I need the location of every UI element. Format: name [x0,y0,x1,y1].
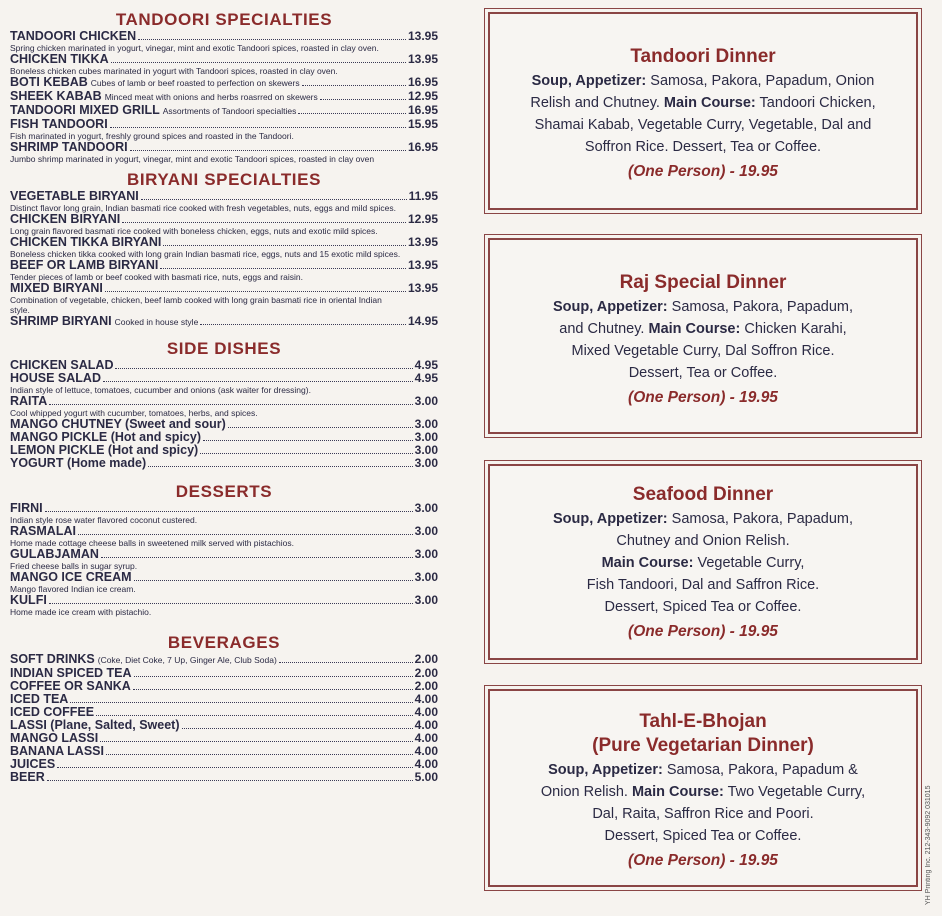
menu-item-price: 13.95 [407,258,438,272]
printer-credit: YH Printing Inc. 212-343-9092 031015 [925,785,932,905]
menu-item-price: 3.00 [414,593,438,607]
dinner-description-line [490,340,916,362]
menu-item-price: 14.95 [407,314,438,328]
menu-item-price: 11.95 [408,189,438,203]
dot-leader [200,324,406,325]
dinner-course-label: Soup, Appetizer: [552,299,668,315]
menu-item-price: 16.95 [407,75,438,89]
menu-item [10,76,438,90]
menu-item-description: Indian style rose water flavored coconut custered. [10,515,198,525]
menu-item-description: Indian style of lettuce, tomatoes, cucumber and onions (ask waiter for dressing). [10,385,311,395]
menu-item-description: Jumbo shrimp marinated in yogurt, vinegar, mint and exotic Tandoori spices, roasted in clay oven [10,154,375,164]
menu-item-line [10,213,438,226]
menu-item-line [10,53,438,66]
menu-item-line [10,190,438,203]
dot-leader [106,754,413,755]
menu-item-price: 4.00 [414,705,438,719]
menu-item-price: 4.95 [414,371,438,385]
menu-item [10,118,438,141]
menu-item-inline-desc: Cooked in house style [114,317,199,327]
menu-item-price: 16.95 [407,140,438,154]
menu-item-line [10,653,438,667]
section-side-dishes [10,339,438,470]
menu-item-price: 4.00 [414,757,438,771]
section-beverages [10,633,438,784]
menu-item-price: 2.00 [414,652,438,666]
menu-item [10,395,438,418]
dot-leader [70,702,412,703]
menu-item-name: SHRIMP TANDOORI [10,140,128,154]
menu-item-name: VEGETABLE BIRYANI [10,189,139,203]
menu-item [10,259,438,282]
menu-item-name: SHEEK KABAB [10,89,102,103]
menu-item [10,680,438,693]
menu-item-price: 3.00 [414,443,438,457]
dinner-course-label: Soup, Appetizer: [531,73,647,89]
dot-leader [134,676,413,677]
menu-item-name: SHRIMP BIRYANI [10,314,112,328]
dinner-description-line [490,318,916,340]
section-title: BIRYANI SPECIALTIES [126,170,322,189]
dinner-description-line [490,530,916,552]
menu-item-name: MANGO CHUTNEY (Sweet and sour) [10,417,226,431]
dinner-text: Dal, Raita, Saffron Rice and Poori. [592,806,814,822]
dinner-description-line [490,362,916,384]
menu-item-line [10,457,438,470]
dinner-course-label: Soup, Appetizer: [552,511,668,527]
menu-item-inline-desc: Cubes of lamb or beef roasted to perfection on skewers [90,78,300,88]
menu-item-name: BOTI KEBAB [10,75,88,89]
menu-item-line [10,90,438,104]
menu-item-name: MANGO LASSI [10,731,99,745]
dinner-text: Chicken Karahi, [740,321,847,337]
section-title: SIDE DISHES [166,339,282,358]
menu-item-price: 16.95 [407,103,438,117]
menu-item-price: 13.95 [407,52,438,66]
section-desserts [10,482,438,617]
menu-item [10,282,438,315]
menu-item [10,30,438,53]
dot-leader [141,199,407,200]
menu-item-line [10,395,438,408]
dinner-course-label: Main Course: [601,555,694,571]
dot-leader [302,85,406,86]
dot-leader [49,404,412,405]
menu-item-name: ICED TEA [10,692,69,706]
menu-item-price: 15.95 [407,117,438,131]
menu-item-description: Tender pieces of lamb or beef cooked with basmati rice, nuts, eggs and raisin. [10,272,303,282]
menu-item-name: SOFT DRINKS [10,652,95,666]
menu-item [10,653,438,667]
menu-item-price: 3.00 [414,570,438,584]
menu-item-name: JUICES [10,757,56,771]
menu-item-description: Boneless chicken cubes marinated in yogurt with Tandoori spices, roasted in clay oven. [10,66,338,76]
menu-item [10,315,438,329]
dinner-description-line [490,70,916,92]
menu-item-inline-desc: Minced meat with onions and herbs roasrred on skewers [104,92,318,102]
dinner-description-line [490,759,916,781]
menu-item-price: 12.95 [407,212,438,226]
dinner-box-raj-special [488,238,918,434]
menu-item-name: KULFI [10,593,47,607]
menu-item-line [10,282,438,295]
dinner-text: Dessert, Tea or Coffee. [628,365,778,381]
dot-leader [228,427,413,428]
menu-item [10,525,438,548]
section-title: TANDOORI SPECIALTIES [115,10,333,29]
menu-item-description: Distinct flavor long grain, Indian basmati rice cooked with fresh vegetables, nuts, eggs and mild spices. [10,203,397,213]
dinner-price: (One Person) - 19.95 [628,852,778,869]
menu-item [10,141,438,164]
menu-item-name: BEER [10,770,45,784]
menu-item-description: Mango flavored Indian ice cream. [10,584,136,594]
menu-item-name: INDIAN SPICED TEA [10,666,132,680]
menu-item-line [10,30,438,43]
menu-item-price: 2.00 [414,666,438,680]
menu-item-inline-desc: (Coke, Diet Coke, 7 Up, Ginger Ale, Club Soda) [97,655,277,665]
menu-item [10,236,438,259]
menu-item-price: 13.95 [407,281,438,295]
dot-leader [163,245,406,246]
dinner-description-line [490,552,916,574]
dinner-description-line [490,825,916,847]
section-title: BEVERAGES [167,633,281,652]
menu-item-price: 13.95 [407,235,438,249]
dot-leader [148,466,413,467]
menu-item-line [10,315,438,329]
dinner-text: Mixed Vegetable Curry, Dal Soffron Rice. [571,343,835,359]
menu-item [10,594,438,617]
dot-leader [122,222,406,223]
menu-item-price: 4.00 [414,744,438,758]
menu-item [10,457,438,470]
dinner-course-label: Main Course: [648,321,741,337]
dinner-course-label: Main Course: [631,784,724,800]
menu-item-name: BANANA LASSI [10,744,104,758]
menu-item-price: 12.95 [407,89,438,103]
menu-item-price: 3.00 [414,394,438,408]
dinner-text: Shamai Kabab, Vegetable Curry, Vegetable, Dal and [534,117,872,133]
dot-leader [110,127,406,128]
menu-item-line [10,571,438,584]
dinner-text: Two Vegetable Curry, [723,784,866,800]
menu-item-name: LEMON PICKLE (Hot and spicy) [10,443,199,457]
menu-item [10,548,438,571]
dinner-text: Onion Relish. [540,784,632,800]
dot-leader [47,780,413,781]
dinner-title: Seafood Dinner [632,484,774,505]
menu-item-name: CHICKEN TIKKA [10,52,109,66]
menu-item-description: Long grain flavored basmati rice cooked with boneless chicken, eggs, nuts and exotic mild spices. [10,226,378,236]
dot-leader [160,268,406,269]
dot-leader [130,150,406,151]
dinner-description-line [490,296,916,318]
menu-item-description: Fried cheese balls in sugar syrup. [10,561,138,571]
dinner-text: Relish and Chutney. [530,95,664,111]
menu-item-line [10,372,438,385]
dinner-text: Samosa, Pakora, Papadum, [667,511,854,527]
dot-leader [78,534,413,535]
menu-item-line [10,236,438,249]
menu-item [10,758,438,771]
menu-item-description: Boneless chicken tikka cooked with long grain Indian basmati rice, eggs, nuts and 15 exotic mild spices. [10,249,401,259]
menu-item-line [10,594,438,607]
menu-item [10,190,438,213]
menu-item-name: GULABJAMAN [10,547,99,561]
dinner-description-line [490,136,916,158]
menu-item-description: Spring chicken marinated in yogurt, vinegar, mint and exotic Tandoori spices, roasted in clay oven. [10,43,379,53]
menu-item-line [10,680,438,693]
menu-item [10,104,438,118]
dinner-text: Samosa, Pakora, Papadum, [667,299,854,315]
menu-item-line [10,745,438,758]
menu-item-price: 3.00 [414,501,438,515]
menu-item-line [10,758,438,771]
menu-item-line [10,771,438,784]
dinner-text: and Chutney. [559,321,649,337]
dot-leader [138,39,406,40]
menu-item-name: RAITA [10,394,48,408]
dinner-description-line [490,508,916,530]
menu-item-name: LASSI (Plane, Salted, Sweet) [10,718,180,732]
menu-item-line [10,525,438,538]
menu-item [10,53,438,76]
menu-item-name: FISH TANDOORI [10,117,108,131]
dinner-text: Tandoori Chicken, [755,95,876,111]
menu-item-price: 3.00 [414,417,438,431]
dot-leader [134,580,413,581]
dinner-description-line [490,574,916,596]
dinner-description-line [490,781,916,803]
dot-leader [103,381,413,382]
menu-item-name: TANDOORI MIXED GRILL [10,103,160,117]
dinner-text: Vegetable Curry, [693,555,805,571]
menu-left-column [10,10,438,784]
dinner-price: (One Person) - 19.95 [628,389,778,406]
menu-item-name: TANDOORI CHICKEN [10,29,137,43]
menu-item-price: 13.95 [407,29,438,43]
menu-item-name: HOUSE SALAD [10,371,101,385]
dot-leader [105,291,406,292]
dinner-text: Dessert, Spiced Tea or Coffee. [604,828,802,844]
menu-item [10,771,438,784]
dot-leader [115,368,412,369]
menu-item [10,502,438,525]
menu-item-description: Cool whipped yogurt with cucumber, tomatoes, herbs, and spices. [10,408,258,418]
dinner-text: Soffron Rice. Dessert, Tea or Coffee. [584,139,822,155]
menu-item-name: YOGURT (Home made) [10,456,147,470]
section-title: DESSERTS [175,482,273,501]
menu-item [10,745,438,758]
dinner-description-line [490,92,916,114]
menu-item-price: 3.00 [414,456,438,470]
menu-item-name: CHICKEN SALAD [10,358,114,372]
menu-item-description: Home made ice cream with pistachio. [10,607,152,617]
dinner-price: (One Person) - 19.95 [628,623,778,640]
section-tandoori-specialties [10,10,438,164]
dot-leader [101,557,413,558]
dinner-text: Chutney and Onion Relish. [616,533,790,549]
dot-leader [320,99,406,100]
menu-item-price: 3.00 [414,524,438,538]
menu-item-name: COFFEE OR SANKA [10,679,131,693]
dinner-title: Tandoori Dinner [630,46,776,67]
dot-leader [111,62,406,63]
menu-item [10,90,438,104]
dinner-description-line [490,803,916,825]
menu-item-price: 3.00 [414,430,438,444]
dinner-title: Tahl-E-Bhojan [639,711,767,732]
dot-leader [96,715,413,716]
menu-item [10,213,438,236]
menu-item-line [10,259,438,272]
dinner-text: Samosa, Pakora, Papadum, Onion [646,73,875,89]
menu-item-price: 4.00 [414,731,438,745]
menu-item-name: ICED COFFEE [10,705,95,719]
menu-item [10,571,438,594]
dinner-course-label: Main Course: [663,95,756,111]
menu-item-line [10,104,438,118]
menu-item-name: MIXED BIRYANI [10,281,103,295]
dot-leader [100,741,412,742]
menu-item-price: 4.95 [414,358,438,372]
menu-item [10,372,438,395]
menu-item-description: Home made cottage cheese balls in sweetened milk served with pistachios. [10,538,294,548]
dot-leader [279,662,413,663]
dinner-description-line [490,114,916,136]
menu-item-name: BEEF OR LAMB BIRYANI [10,258,159,272]
dot-leader [45,511,413,512]
menu-item-line [10,548,438,561]
menu-item-price: 3.00 [414,547,438,561]
dinner-box-vegetarian [488,689,918,887]
dinner-subtitle: (Pure Vegetarian Dinner) [592,735,814,756]
menu-item-name: MANGO ICE CREAM [10,570,132,584]
dot-leader [200,453,412,454]
menu-item-description: Fish marinated in yogurt, freshly ground spices and roasted in the Tandoori. [10,131,294,141]
menu-item-line [10,76,438,90]
menu-item-line [10,118,438,131]
dot-leader [133,689,413,690]
section-biryani-specialties [10,170,438,329]
dinner-box-tandoori [488,12,918,210]
menu-item-price: 5.00 [414,770,438,784]
dinner-title: Raj Special Dinner [619,272,787,293]
menu-item-price: 4.00 [414,692,438,706]
menu-item-name: CHICKEN TIKKA BIRYANI [10,235,162,249]
dinner-text: Fish Tandoori, Dal and Saffron Rice. [586,577,820,593]
dinner-text: Samosa, Pakora, Papadum & [662,762,858,778]
dinner-box-seafood [488,464,918,660]
dot-leader [182,728,413,729]
menu-item-line [10,141,438,154]
menu-item-name: RASMALAI [10,524,76,538]
menu-item-name: FIRNI [10,501,43,515]
dot-leader [49,603,413,604]
menu-item-name: CHICKEN BIRYANI [10,212,121,226]
dinner-description-line [490,596,916,618]
menu-item-price: 2.00 [414,679,438,693]
menu-item-description: Combination of vegetable, chicken, beef lamb cooked with long grain basmati rice in oriental Indian style. [10,295,382,315]
dot-leader [298,113,406,114]
dot-leader [203,440,413,441]
dinner-price: (One Person) - 19.95 [628,163,778,180]
menu-item-price: 4.00 [414,718,438,732]
dot-leader [57,767,412,768]
menu-item-line [10,502,438,515]
dinner-text: Dessert, Spiced Tea or Coffee. [604,599,802,615]
menu-item-inline-desc: Assortments of Tandoori specialties [162,106,297,116]
dinner-course-label: Soup, Appetizer: [548,762,663,778]
menu-item-name: MANGO PICKLE (Hot and spicy) [10,430,201,444]
